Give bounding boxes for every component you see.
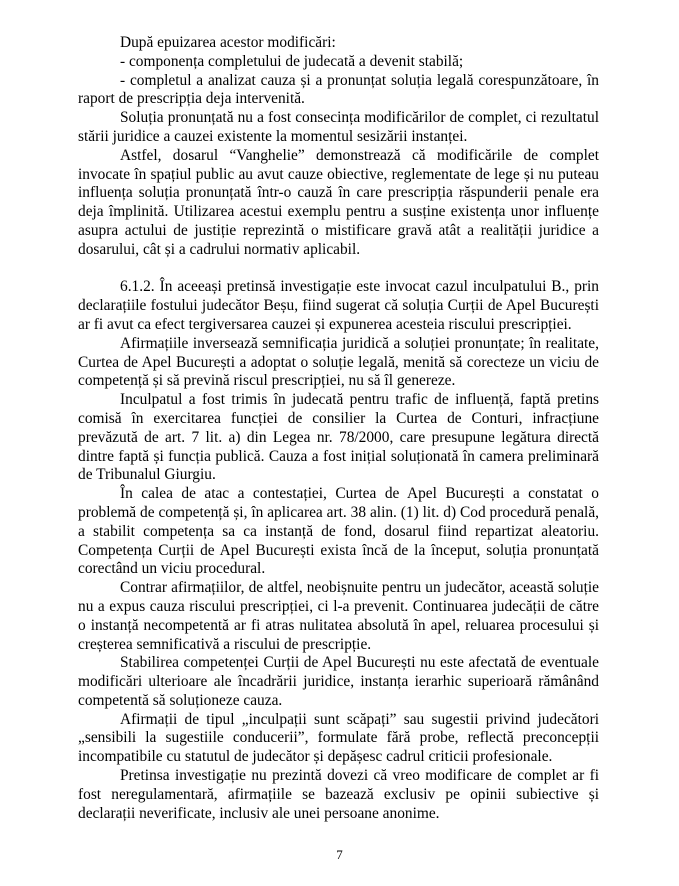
page-number: 7 [336,847,343,862]
paragraph-solution: Soluția pronunțată nu a fost consecința modificărilor de complet, ci rezultatul stării juridice a cauzei existente la momentul sesizării instanței. [78,109,599,145]
paragraph-appeal: În calea de atac a contestației, Curtea de Apel București a constatat o problemă de competență și, în aplicarea art. 38 alin. (1) lit. d) Cod procedură penală, a stabilit competența sa ca instanță de fond, dosarul fiind repartizat aleatoriu. Competența Curții de Apel București exista încă de la început, soluția pronunțată corectând un viciu procedural. [78,485,599,578]
paragraph-statements-type: Afirmații de tipul „inculpații sunt scăpați” sau sugestii privind judecători „sensibili la sugestiile conducerii”, formulate fără probe, reflectă preconcepții incompatibile cu statutul de judecător și depășesc cadrul criticii profesionale. [78,710,599,766]
paragraph-defendant: Inculpatul a fost trimis în judecată pentru trafic de influență, faptă pretins comisă în exercitarea funcției de consilier la Curtea de Conturi, infracțiune prevăzută de art. 7 lit. a) din Legea nr. 78/2000, care presupune legătura directă dintre faptă și funcția publică. Cauza a fost inițial soluționată în camera preliminară de Tribunalul Giurgiu. [78,391,599,484]
paragraph-competence: Stabilirea competenței Curții de Apel București nu este afectată de eventuale modificări ulterioare ale încadrării juridice, instanța ierarhic superioară rămânând competentă să soluționeze cauza. [78,654,599,709]
list-item-composition: - componența completului de judecată a devenit stabilă; [120,52,464,70]
paragraph-statements-invert: Afirmațiile inversează semnificația juridică a soluției pronunțate; în realitate, Curtea de Apel București a adoptat o soluție legală, menită să corecteze un viciu de competență și să prevină riscul prescripției, nu să îl genereze. [78,334,599,390]
paragraph-conclusion: Pretinsa investigație nu prezintă dovezi că vreo modificare de complet ar fi fost neregulamentară, afirmațiile se bazează exclusiv pe opinii subiective și declarații neverificate, inclusiv ale unei persoane anonime. [78,767,599,822]
section-6-1-2: 6.1.2. În aceeași pretinsă investigație este invocat cazul inculpatului B., prin declarațiile fostului judecător Beșu, fiind sugerat că soluția Curții de Apel București ar fi avut ca efect tergiversarea cauzei și expunerea acesteia riscului prescripției. [78,278,599,333]
paragraph-vanghelie: Astfel, dosarul “Vanghelie” demonstrează că modificările de complet invocate în spațiul public au avut cauze obiective, reglementate de lege și nu puteau influența soluția pronunțată într-o cauză în care prescripția răspunderii penale era deja împlinită. Utilizarea acestui exemplu pentru a susține existența unor influențe asupra actului de justiție reprezintă o mistificare gravă atât a realității juridice a dosarului, cât și a cadrului normativ aplicabil. [78,146,599,258]
paragraph-intro: După epuizarea acestor modificări: [120,34,336,51]
list-item-analysis: - completul a analizat cauza și a pronunțat soluția legală corespunzătoare, în raport de prescripția deja intervenită. [78,71,599,108]
paragraph-contrary: Contrar afirmațiilor, de altfel, neobișnuite pentru un judecător, această soluție nu a expus cauza riscului prescripției, ci l-a prevenit. Continuarea judecății de către o instanță necompetentă ar fi atras nulitatea absolută în apel, reluarea procesului și creșterea semnificativă a riscului de prescripție. [78,579,599,653]
document-page [78,34,599,823]
